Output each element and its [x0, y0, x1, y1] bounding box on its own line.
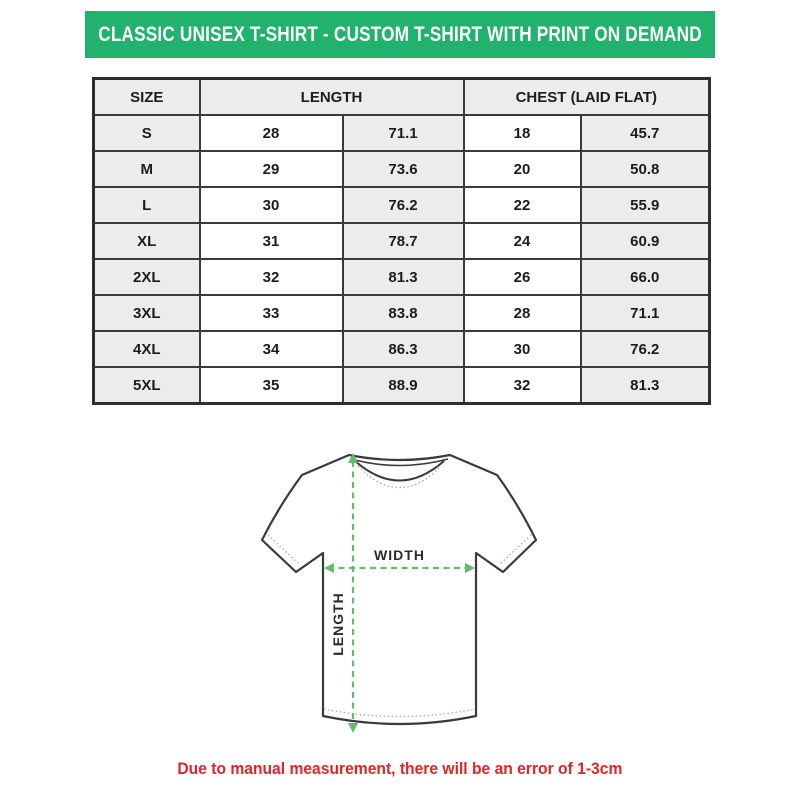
length-cm-cell: 86.3: [343, 331, 464, 367]
size-cell: S: [94, 115, 200, 151]
tshirt-measurement-diagram: [258, 448, 542, 742]
table-row: [94, 223, 710, 259]
chest-in-cell: 26: [464, 259, 581, 295]
length-arrow-head-bottom: [348, 723, 358, 733]
size-cell: XL: [94, 223, 200, 259]
chest-cm-cell: 55.9: [581, 187, 710, 223]
length-cm-cell: 78.7: [343, 223, 464, 259]
title-banner: [85, 11, 715, 58]
table-row: [94, 151, 710, 187]
chest-cm-cell: 50.8: [581, 151, 710, 187]
col-header-size: SIZE: [94, 79, 200, 116]
table-row: [94, 187, 710, 223]
col-header-chest: CHEST (LAID FLAT): [464, 79, 710, 116]
page-title: CLASSIC UNISEX T-SHIRT - CUSTOM T-SHIRT WITH PRINT ON DEMAND: [98, 22, 702, 46]
table-header-row: [94, 79, 710, 116]
length-cm-cell: 83.8: [343, 295, 464, 331]
length-in-cell: 28: [200, 115, 343, 151]
size-cell: 2XL: [94, 259, 200, 295]
table-row: [94, 295, 710, 331]
width-label: WIDTH: [374, 547, 425, 563]
length-cm-cell: 88.9: [343, 367, 464, 404]
length-in-cell: 29: [200, 151, 343, 187]
length-in-cell: 33: [200, 295, 343, 331]
chest-in-cell: 28: [464, 295, 581, 331]
disclaimer-text: Due to manual measurement, there will be an error of 1-3cm: [177, 759, 623, 778]
table-row: [94, 115, 710, 151]
chest-in-cell: 32: [464, 367, 581, 404]
size-cell: L: [94, 187, 200, 223]
chest-cm-cell: 76.2: [581, 331, 710, 367]
size-table: [92, 77, 711, 405]
table-row: [94, 367, 710, 404]
length-in-cell: 30: [200, 187, 343, 223]
size-cell: 3XL: [94, 295, 200, 331]
length-cm-cell: 71.1: [343, 115, 464, 151]
table-row: [94, 331, 710, 367]
length-in-cell: 32: [200, 259, 343, 295]
length-cm-cell: 73.6: [343, 151, 464, 187]
size-cell: 5XL: [94, 367, 200, 404]
chest-cm-cell: 45.7: [581, 115, 710, 151]
length-cm-cell: 76.2: [343, 187, 464, 223]
chest-in-cell: 18: [464, 115, 581, 151]
length-cm-cell: 81.3: [343, 259, 464, 295]
chest-cm-cell: 60.9: [581, 223, 710, 259]
col-header-length: LENGTH: [200, 79, 464, 116]
length-in-cell: 34: [200, 331, 343, 367]
table-row: [94, 259, 710, 295]
size-cell: M: [94, 151, 200, 187]
measurement-disclaimer: [0, 756, 800, 782]
chest-in-cell: 30: [464, 331, 581, 367]
tshirt-outline: [262, 455, 536, 724]
chest-cm-cell: 81.3: [581, 367, 710, 404]
chest-cm-cell: 66.0: [581, 259, 710, 295]
tshirt-diagram-svg: [258, 448, 542, 742]
chest-in-cell: 22: [464, 187, 581, 223]
length-label: LENGTH: [330, 592, 346, 656]
chest-in-cell: 20: [464, 151, 581, 187]
length-in-cell: 31: [200, 223, 343, 259]
chest-cm-cell: 71.1: [581, 295, 710, 331]
size-cell: 4XL: [94, 331, 200, 367]
chest-in-cell: 24: [464, 223, 581, 259]
length-in-cell: 35: [200, 367, 343, 404]
